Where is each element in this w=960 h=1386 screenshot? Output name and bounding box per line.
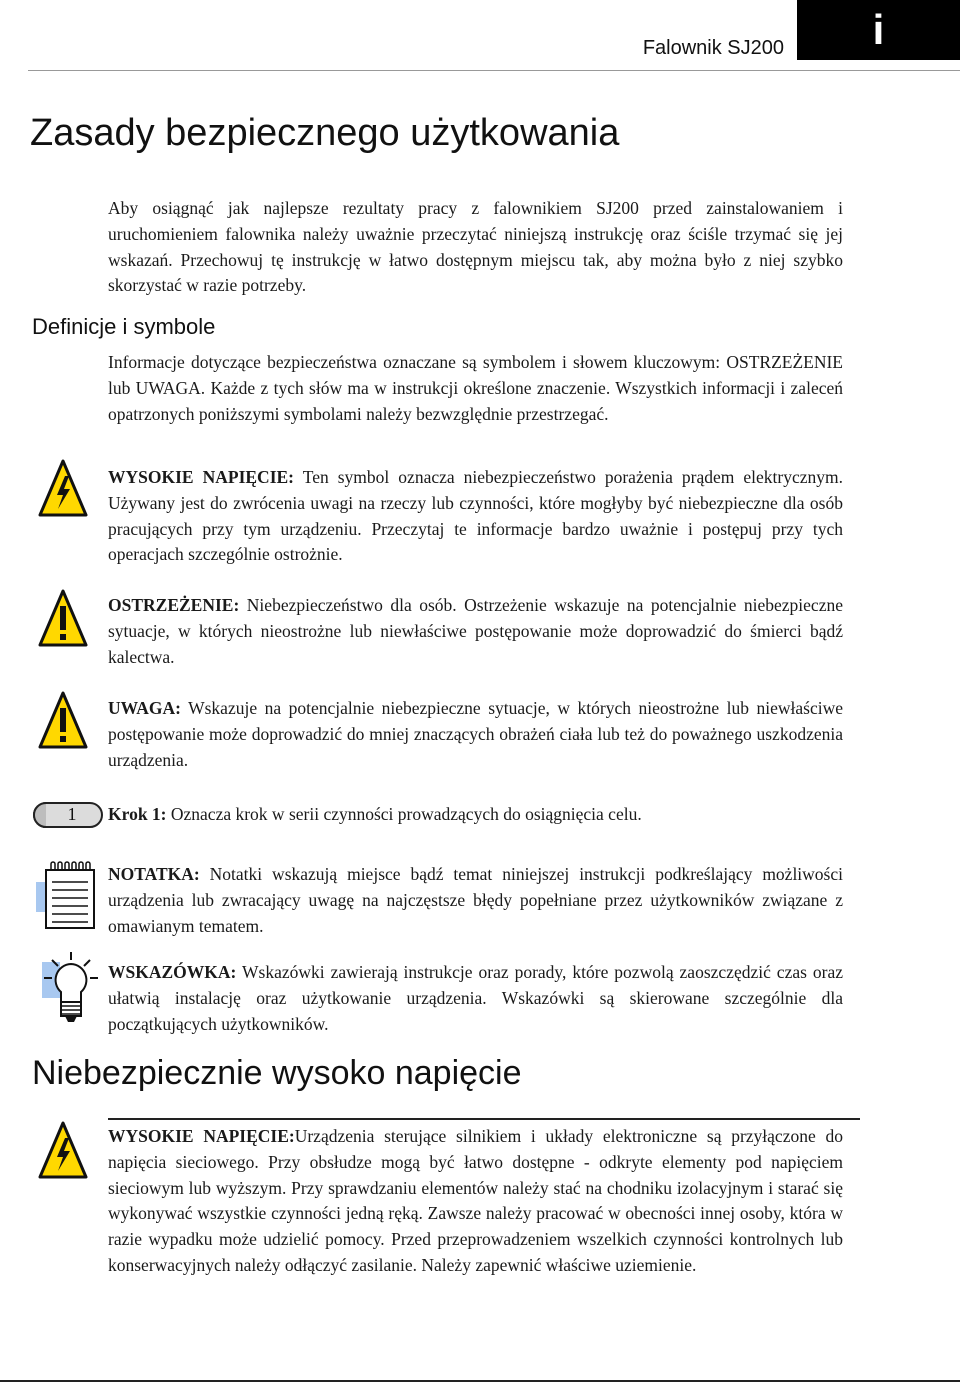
step-text: Oznacza krok w serii czynności prowadzących do osiągnięcia celu. xyxy=(166,804,642,824)
high-voltage-text: Ten symbol oznacza niebezpieczeństwo porażenia prądem elektrycznym. Używany jest do zwrócenia uwagi na rzeczy lub czynności, które mogłyby być niebezpieczne dla osób pracujących przy tym urządzeniu. Przeczytaj te informacje bardzo uważnie i postępuj przy tych operacjach szczególnie ostrożnie. xyxy=(108,467,843,565)
tip-text: Wskazówki zawierają instrukcje oraz porady, które pozwolą zaoszczędzić czas oraz ułatwią instalację oraz użytkowanie urządzenia. Wskazówki są skierowane szczególnie dla początkujących użytkowników. xyxy=(108,962,843,1034)
step-badge-number: 1 xyxy=(67,804,77,824)
tip-definition xyxy=(108,960,843,1037)
caution-icon xyxy=(38,690,88,750)
high-voltage-icon xyxy=(38,458,88,518)
high-voltage-warning-body: Urządzenia sterujące silnikiem i układy elektroniczne są przyłączone do napięcia sieciowego. Przy obsłudze mogą być łatwo dostępne - odkryte elementy pod napięciem sieciowym lub wyższym. Przy sprawdzaniu elementów należy stać na chodniku izolacyjnym i starać się wykonywać wszystkie czynności jedną ręką. Zawsze należy pracować w obecności innej osoby, która w razie wypadku może udzielić pomocy. Przed przeprowadzeniem wszelkich czynności kontrolnych lub konserwacyjnych należy odłączyć zasilanie. Należy zapewnić właściwe uziemienie. xyxy=(108,1126,843,1275)
running-header-title: Falownik SJ200 xyxy=(642,37,784,59)
lightbulb-icon xyxy=(38,950,104,1028)
warning-icon xyxy=(38,588,88,648)
high-voltage-label: WYSOKIE NAPIĘCIE: xyxy=(108,467,295,487)
warning-definition xyxy=(108,593,843,670)
high-voltage-icon-section2 xyxy=(38,1120,88,1180)
tip-label: WSKAZÓWKA: xyxy=(108,962,237,982)
section-title-safety: Zasady bezpiecznego użytkowania xyxy=(30,112,620,154)
section-rule-bottom xyxy=(0,1380,960,1382)
header-rule xyxy=(28,70,960,71)
section-rule-top xyxy=(108,1118,860,1120)
note-label: NOTATKA: xyxy=(108,864,200,884)
caution-label: UWAGA: xyxy=(108,698,181,718)
caution-definition xyxy=(108,696,843,773)
step-definition xyxy=(108,802,843,828)
subsection-title-definitions: Definicje i symbole xyxy=(32,314,216,339)
high-voltage-warning-label: WYSOKIE NAPIĘCIE: xyxy=(108,1126,295,1146)
high-voltage-definition xyxy=(108,465,843,568)
note-definition xyxy=(108,862,843,939)
notepad-icon xyxy=(36,858,102,932)
intro-paragraph: Aby osiągnąć jak najlepsze rezultaty pracy z falownikiem SJ200 przed zainstalowaniem i uruchomieniem falownika należy uważnie przeczytać niniejszą instrukcję oraz ściśle trzymać się jej wskazań. Przechowuj tę instrukcję w łatwo dostępnym miejscu tak, aby można było z niej szybko skorzystać w razie potrzeby. xyxy=(108,198,843,296)
note-text: Notatki wskazują miejsce bądź temat niniejszej instrukcji podkreślający możliwości urządzenia lub zwracający uwagę na najczęstsze błędy popełniane przez użytkowników związane z omawianym tematem. xyxy=(108,864,843,936)
caution-text: Wskazuje na potencjalnie niebezpieczne sytuacje, w których nieostrożne lub niewłaściwe postępowanie może doprowadzić do mniej znaczących obrażeń ciała lub też do poważnego uszkodzenia urządzenia. xyxy=(108,698,843,770)
warning-text: Niebezpieczeństwo dla osób. Ostrzeżenie wskazuje na potencjalnie niebezpieczne sytuacje, w których nieostrożne lub niewłaściwe postępowanie może doprowadzić do śmierci bądź kalectwa. xyxy=(108,595,843,667)
section-title-high-voltage: Niebezpiecznie wysoko napięcie xyxy=(32,1054,522,1092)
chapter-tab: i xyxy=(797,0,960,60)
warning-label: OSTRZEŻENIE: xyxy=(108,595,240,615)
definitions-intro: Informacje dotyczące bezpieczeństwa oznaczane są symbolem i słowem kluczowym: OSTRZEŻENIE lub UWAGA. Każde z tych słów ma w instrukcji określone znaczenie. Wszystkich informacji i zaleceń opatrzonych poniższymi symbolami należy bezwzględnie przestrzegać. xyxy=(108,352,843,424)
step-label: Krok 1: xyxy=(108,804,167,824)
high-voltage-warning-text xyxy=(108,1124,843,1279)
